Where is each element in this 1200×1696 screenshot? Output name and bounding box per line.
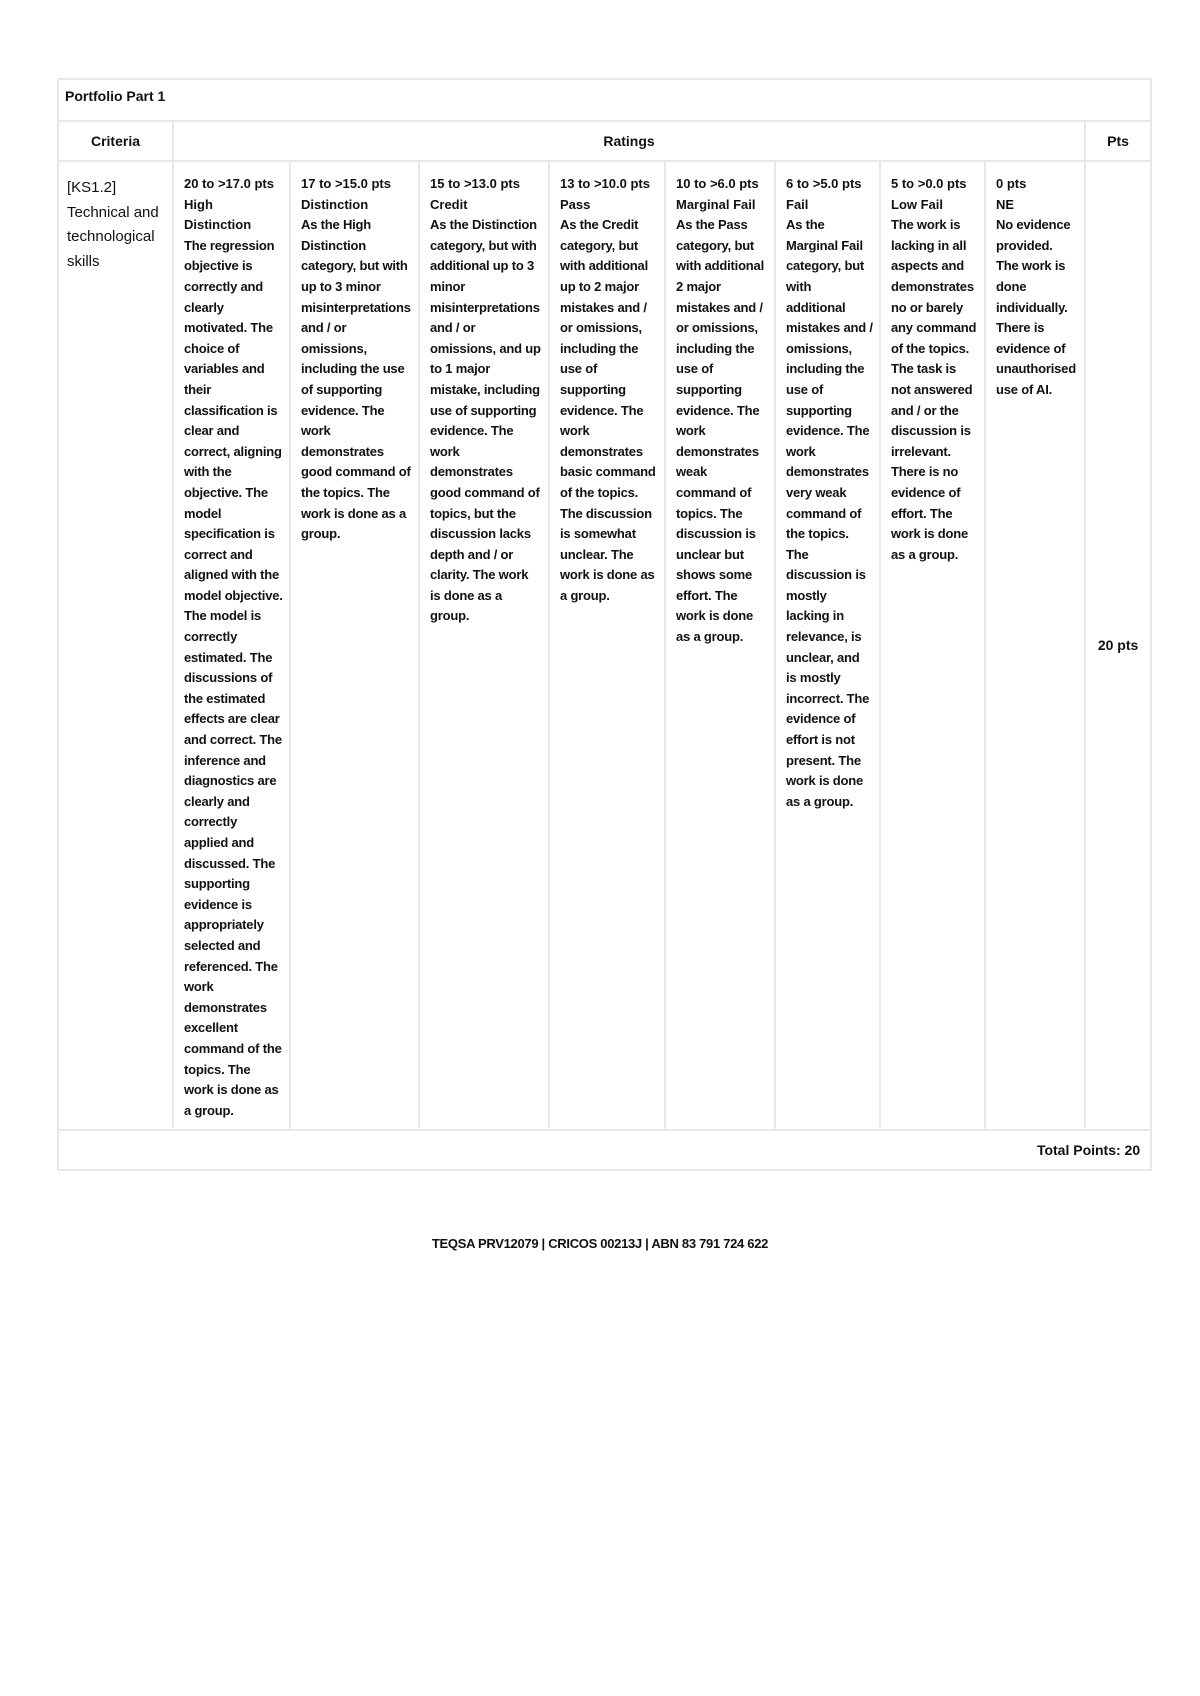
rating-points: 5 to >0.0 pts	[891, 176, 967, 191]
criterion-points: 20 pts	[1085, 161, 1151, 1130]
rating-distinction	[290, 161, 419, 1130]
page-footer: TEQSA PRV12079 | CRICOS 00213J | ABN 83 791 724 622	[431, 1236, 769, 1251]
rating-title: Fail	[786, 196, 809, 212]
rating-title: Marginal Fail	[676, 196, 756, 212]
rating-pass	[549, 161, 665, 1130]
rating-title: Credit	[430, 196, 468, 212]
rating-title: Low Fail	[891, 196, 943, 212]
rating-points: 15 to >13.0 pts	[430, 176, 520, 191]
rating-description: The regression objective is correctly and clearly motivated. The choice of variables and their classification is clear and correct, aligning with the objective. The model specification is correct and aligned with the model objective. The model is correctly estimated. The discussions of the estimated effects are clear and correct. The inference and diagnostics are clearly and correctly applied and discussed. The supporting evidence is appropriately selected and referenced. The work demonstrates excellent command of the topics. The work is done as a group.	[184, 237, 283, 1118]
rating-ne	[985, 161, 1085, 1130]
pts-header: Pts	[1085, 121, 1151, 161]
rubric-title-row	[58, 79, 1151, 121]
rating-points: 0 pts	[996, 176, 1027, 191]
rating-title: Distinction	[301, 196, 369, 212]
rubric-title: Portfolio Part 1	[58, 79, 1151, 121]
rating-high-distinction	[173, 161, 290, 1130]
rating-title: Pass	[560, 196, 591, 212]
ratings-header: Ratings	[173, 121, 1085, 161]
rating-points: 10 to >6.0 pts	[676, 176, 759, 191]
rating-points: 20 to >17.0 pts	[184, 176, 274, 191]
rating-description: As the High Distinction category, but with up to 3 minor misinterpretations and / or omissions, including the use of supporting evidence. The work demonstrates good command of the topics. The work is done as a group.	[301, 217, 411, 542]
rubric-table	[57, 78, 1152, 1171]
rating-description: As the Marginal Fail category, but with additional mistakes and / omissions, including the use of supporting evidence. The work demonstrates very weak command of the topics. The discussion is mostly lacking in relevance, is unclear, and is mostly incorrect. The evidence of effort is not present. The work is done as a group.	[786, 217, 873, 809]
rating-description: As the Pass category, but with additional 2 major mistakes and / or omissions, including the use of supporting evidence. The work demonstrates weak command of topics. The discussion is unclear but shows some effort. The work is done as a group.	[676, 217, 764, 645]
rating-description: As the Credit category, but with additional up to 2 major mistakes and / or omissions, including the use of supporting evidence. The work demonstrates basic command of the topics. The discussion is somewhat unclear. The work is done as a group.	[560, 217, 656, 603]
total-points: Total Points: 20	[58, 1130, 1151, 1170]
rating-marginal-fail	[665, 161, 775, 1130]
rating-low-fail	[880, 161, 985, 1130]
criterion-name: Technical and technological skills	[67, 203, 159, 270]
rating-description: As the Distinction category, but with additional up to 3 minor misinterpretations and / or omissions, and up to 1 major mistake, including use of supporting evidence. The work demonstrates good command of topics, but the discussion lacks depth and / or clarity. The work is done as a group.	[430, 217, 541, 624]
criteria-header: Criteria	[58, 121, 173, 161]
rating-credit	[419, 161, 549, 1130]
rating-title: NE	[996, 196, 1015, 212]
rating-description: No evidence provided. The work is done individually. There is evidence of unauthorised use of AI.	[996, 217, 1076, 397]
rubric-header-row	[58, 121, 1151, 161]
rating-points: 17 to >15.0 pts	[301, 176, 391, 191]
criterion-cell	[58, 161, 173, 1130]
criterion-code: [KS1.2]	[67, 179, 117, 196]
rating-points: 6 to >5.0 pts	[786, 176, 862, 191]
rating-description: The work is lacking in all aspects and demonstrates no or barely any command of the topics. The task is not answered and / or the discussion is irrelevant. There is no evidence of effort. The work is done as a group.	[891, 217, 977, 562]
rating-fail	[775, 161, 880, 1130]
criterion-row	[58, 161, 1151, 1130]
rating-title: High Distinction	[184, 196, 252, 233]
rating-points: 13 to >10.0 pts	[560, 176, 650, 191]
total-row	[58, 1130, 1151, 1170]
